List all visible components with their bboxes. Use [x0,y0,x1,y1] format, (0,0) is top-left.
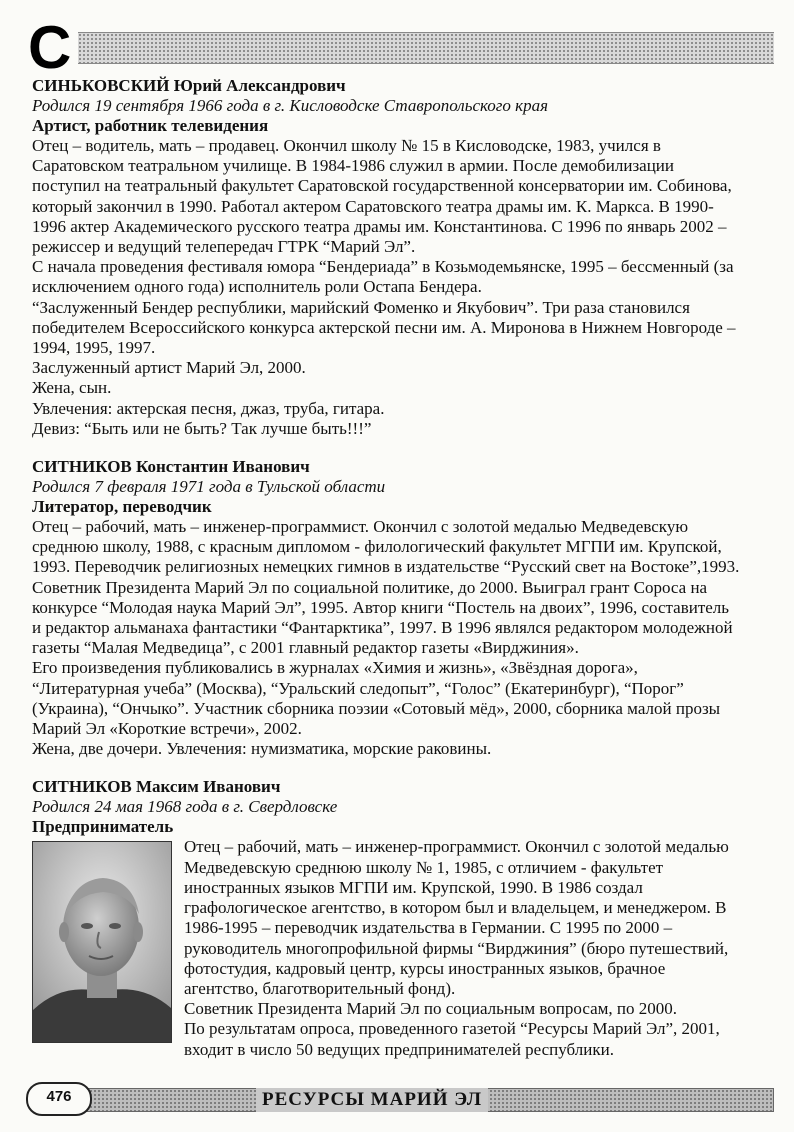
entry-name: СИТНИКОВ Константин Иванович [32,457,310,477]
entry-sitnikov-maxim [32,777,742,1059]
footer-title: РЕСУРСЫ МАРИЙ ЭЛ [256,1088,488,1112]
entry-paragraph: Увлечения: актерская песня, джаз, труба, гитара. [32,398,385,418]
entry-born: Родился 24 мая 1968 года в г. Свердловске [32,797,338,817]
entry-paragraph: Его произведения публиковались в журналах «Химия и жизнь», «Звёздная дорога», “Литературная учеба” (Москва), “Уральский следопыт”, “Голос” (Екатеринбург), “Порог” (Украина), “Ончыко”. Участник сборника поэзии «Сотовый мёд», 2000, сборника малой прозы Марий Эл «Короткие встречи», 2002. [32,658,721,739]
entry-paragraph: Советник Президента Марий Эл по социальным вопросам, по 2000. [184,999,677,1019]
entry-paragraph: С начала проведения фестиваля юмора “Бендериада” в Козьмодемьянске, 1995 – бессменный (за исключением одного года) исполнитель роли Остапа Бендера. [32,257,734,297]
page-footer [26,1082,772,1112]
entry-paragraph: Отец – рабочий, мать – инженер-программист. Окончил с золотой медалью Медведевскую среднюю школу № 1, 1985, с отличием - факультет иностранных языков МГПИ им. Крупской, 1990. В 1986 создал графологическое агентство, в котором был и владельцем, и менеджером. В 1986-1995 – переводчик издательства в Германии. С 1995 по 2000 – руководитель многопрофильной фирмы “Вирджиния” (бюро путешествий, фотостудия, кадровый центр, курсы иностранных языков, брачное агентство, благотворительный фонд). [184,837,729,998]
entry-paragraph: По результатам опроса, проведенного газетой “Ресурсы Марий Эл”, 2001, входит в число 50 ведущих предпринимателей республики. [184,1019,720,1059]
entry-sinkovsky [32,76,742,439]
entry-paragraph: Заслуженный артист Марий Эл, 2000. [32,358,306,378]
content [32,76,742,1078]
entry-paragraph: Девиз: “Быть или не быть? Так лучше быть!!!” [32,418,372,438]
portrait-image [33,842,171,1042]
entry-born: Родился 7 февраля 1971 года в Тульской области [32,477,386,497]
entry-paragraph: Жена, сын. [32,378,112,398]
entry-profession: Предприниматель [32,817,174,837]
entry-profession: Артист, работник телевидения [32,116,269,135]
entry-name: СИТНИКОВ Максим Иванович [32,777,281,797]
entry-sitnikov-konstantin [32,457,742,759]
photo-block [32,837,742,1059]
portrait-photo [32,841,172,1043]
entry-name: СИНЬКОВСКИЙ Юрий Александрович [32,76,346,95]
entry-profession: Литератор, переводчик [32,497,212,517]
page-number: 476 [26,1082,92,1116]
entry-paragraph: “Заслуженный Бендер республики, марийский Фоменко и Якубович”. Три раза становился победителем Всероссийского конкурса актерской песни им. А. Миронова в Нижнем Новгороде – 1994, 1995, 1997. [32,297,736,358]
header-band [78,32,774,64]
entry-born: Родился 19 сентября 1966 года в г. Кисловодске Ставропольского края [32,96,549,115]
entry-paragraph: Отец – рабочий, мать – инженер-программист. Окончил с золотой медалью Медведевскую среднюю школу, 1988, с красным дипломом - филологический факультет МГПИ им. Крупской, 1993. Переводчик религиозных немецких гимнов в издательстве “Русский свет на Востоке”,1993. Советник Президента Марий Эл по социальной политике, до 2000. Выиграл грант Сороса на конкурсе “Молодая наука Марий Эл”, 1995. Автор книги “Постель на двоих”, 1996, составитель и редактор альманаха фантастики “Фантарктика”, 1997. В 1996 являлся редактором молодежной газеты “Малая Медведица”, с 2001 главный редактор газеты «Вирджиния». [32,517,740,658]
entry-paragraph: Жена, две дочери. Увлечения: нумизматика, морские раковины. [32,739,492,759]
entry-paragraph: Отец – водитель, мать – продавец. Окончил школу № 15 в Кисловодске, 1983, учился в Саратовском театральном училище. В 1984-1986 служил в армии. После демобилизации поступил на театральный факультет Саратовской государственной консерватории им. Собинова, который закончил в 1990. Работал актером Саратовского театра драмы им. К. Маркса. В 1990-1996 актер Академического русского театра драмы им. Константинова. С 1996 по январь 2002 – режиссер и ведущий телепередач ГТРК “Марий Эл”. [32,136,732,257]
section-letter: С [28,14,72,81]
